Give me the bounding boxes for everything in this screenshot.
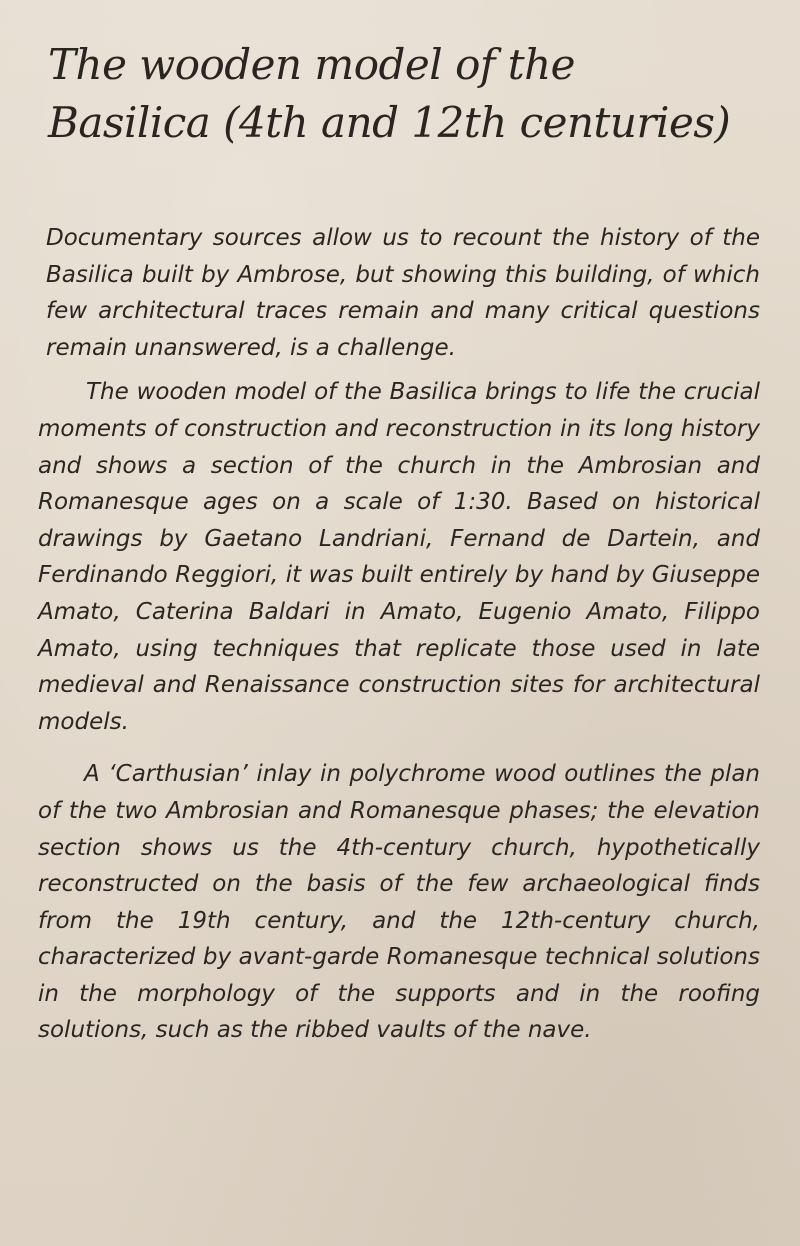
panel-body [38,220,760,1049]
paragraph-inlay-section: A ‘Carthusian’ inlay in polychrome wood outlines the plan of the two Ambrosian and Romanesque phases; the elevation section shows us the 4th-century church, hypothetically reconstructed on the basis of the few archaeological finds from the 19th century, and the 12th-century church, characterized by avant-garde Romanesque technical solutions in the morphology of the supports and in the roofing solutions, such as the ribbed vaults of the nave. [38,761,760,1044]
panel-title-line-1: The wooden model of the [48,40,576,89]
paragraph-model-description: The wooden model of the Basilica brings to life the crucial moments of construction and reconstruction in its long history and shows a section of the church in the Ambrosian and Romanesque ages on a scale of 1:30. Based on historical drawings by Gaetano Landriani, Fernand de Dartein, and Ferdinando Reggiori, it was built entirely by hand by Giuseppe Amato, Caterina Baldari in Amato, Eugenio Amato, Filippo Amato, using techniques that replicate those used in late medieval and Renaissance construction sites for architectural models. [38,379,760,735]
panel-title-line-2: Basilica (4th and 12th centuries) [48,98,731,147]
panel-title [48,36,768,152]
paragraph-intro: Documentary sources allow us to recount the history of the Basilica built by Ambrose, but showing this building, of which few architectural traces remain and many critical questions remain unanswered, is a challenge. [46,225,760,361]
